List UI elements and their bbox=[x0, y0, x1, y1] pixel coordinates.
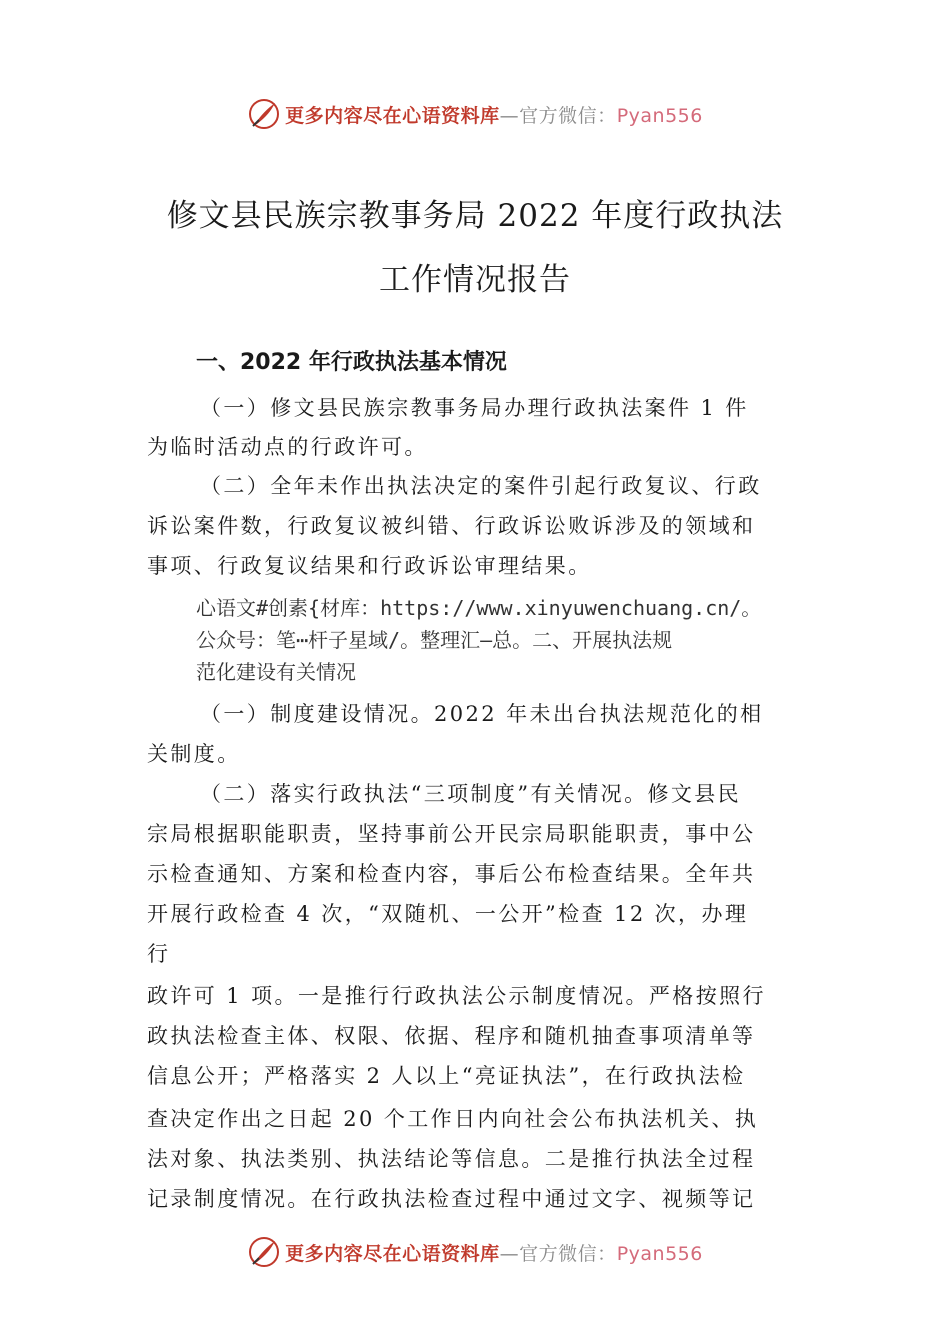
banner-wechat-id: Pyan556 bbox=[616, 104, 703, 127]
paragraph-line: 关制度。 bbox=[147, 742, 241, 766]
header-banner bbox=[0, 94, 950, 134]
section-heading-1: 一、2022 年行政执法基本情况 bbox=[196, 350, 507, 375]
watermark-note-line: 公众号：笔⋯杆子星域/。整理汇—总。二、开展执法规 bbox=[196, 628, 673, 652]
paragraph-line: 查决定作出之日起 20 个工作日内向社会公布执法机关、执 bbox=[147, 1107, 759, 1131]
paragraph-line: （二）全年未作出执法决定的案件引起行政复议、行政 bbox=[200, 474, 762, 498]
quill-logo-icon bbox=[247, 1235, 281, 1269]
banner-site: 更多内容尽在心语资料库 bbox=[285, 104, 500, 127]
paragraph-line: 行 bbox=[147, 942, 171, 966]
banner-wechat-label: 官方微信： bbox=[519, 1242, 617, 1265]
paragraph-line: 宗局根据职能职责，坚持事前公开民宗局职能职责，事中公 bbox=[147, 822, 756, 846]
paragraph-line: 为临时活动点的行政许可。 bbox=[147, 435, 428, 459]
paragraph-line: 法对象、执法类别、执法结论等信息。二是推行执法全过程 bbox=[147, 1147, 756, 1171]
banner-dash: — bbox=[499, 104, 520, 127]
paragraph-line: 政许可 1 项。一是推行行政执法公示制度情况。严格按照行 bbox=[147, 984, 766, 1008]
paragraph-line: 示检查通知、方案和检查内容，事后公布检查结果。全年共 bbox=[147, 862, 756, 886]
document-title-line2: 工作情况报告 bbox=[379, 262, 571, 298]
paragraph-line: （二）落实行政执法“三项制度”有关情况。修文县民 bbox=[200, 782, 742, 806]
banner-text bbox=[285, 101, 703, 128]
paragraph-line: 记录制度情况。在行政执法检查过程中通过文字、视频等记 bbox=[147, 1187, 756, 1211]
watermark-note-line: 范化建设有关情况 bbox=[196, 660, 356, 684]
paragraph-line: 政执法检查主体、权限、依据、程序和随机抽查事项清单等 bbox=[147, 1024, 756, 1048]
paragraph-line: （一）修文县民族宗教事务局办理行政执法案件 1 件 bbox=[200, 396, 749, 420]
banner-site: 更多内容尽在心语资料库 bbox=[285, 1242, 500, 1265]
banner-wechat-label: 官方微信： bbox=[519, 104, 617, 127]
paragraph-line: 信息公开；严格落实 2 人以上“亮证执法”，在行政执法检 bbox=[147, 1064, 746, 1088]
watermark-note-line: 心语文#创素{材库：https://www.xinyuwenchuang.cn/。 bbox=[196, 596, 762, 620]
paragraph-line: 开展行政检查 4 次，“双随机、一公开”检查 12 次，办理 bbox=[147, 902, 749, 926]
document-title-line1: 修文县民族宗教事务局 2022 年度行政执法 bbox=[166, 198, 784, 234]
banner-text bbox=[285, 1239, 703, 1266]
footer-banner bbox=[0, 1232, 950, 1272]
quill-logo-icon bbox=[247, 97, 281, 131]
paragraph-line: （一）制度建设情况。2022 年未出台执法规范化的相 bbox=[200, 702, 764, 726]
paragraph-line: 事项、行政复议结果和行政诉讼审理结果。 bbox=[147, 554, 592, 578]
banner-dash: — bbox=[499, 1242, 520, 1265]
banner-wechat-id: Pyan556 bbox=[616, 1242, 703, 1265]
paragraph-line: 诉讼案件数，行政复议被纠错、行政诉讼败诉涉及的领域和 bbox=[147, 514, 756, 538]
